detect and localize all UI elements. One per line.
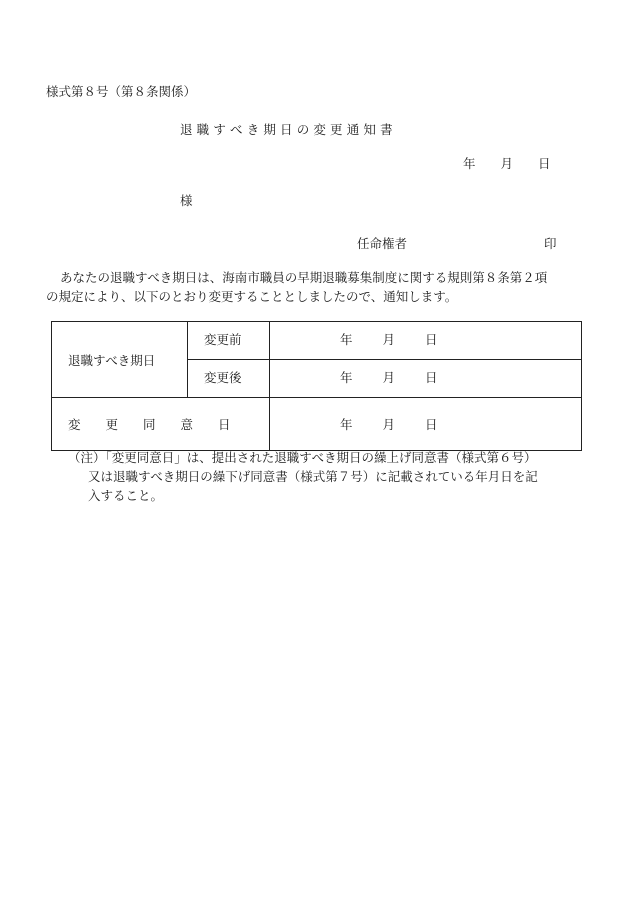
date-year: 年 (340, 332, 353, 347)
consent-date (270, 398, 582, 451)
note (68, 448, 538, 505)
note-line-2: 又は退職すべき期日の繰下げ同意書（様式第７号）に記載されている年月日を記 (88, 469, 538, 484)
body-line-2: の規定により、以下のとおり変更することとしましたので、通知します。 (46, 289, 458, 304)
retirement-date-label: 退職すべき期日 (52, 322, 188, 398)
consent-date-label: 変 更 同 意 日 (52, 398, 270, 451)
note-line-1: （注）「変更同意日」は、提出された退職すべき期日の繰上げ同意書（様式第６号） (68, 450, 537, 465)
body-line-1: あなたの退職すべき期日は、海南市職員の早期退職募集制度に関する規則第８条第２項 (60, 270, 548, 285)
date-year: 年 (340, 370, 353, 385)
document-title: 退 職 す べ き 期 日 の 変 更 通 知 書 (180, 122, 393, 137)
addressee: 様 (180, 193, 193, 208)
table-row-before (52, 322, 582, 360)
date-month: 月 (382, 370, 396, 385)
date-year: 年 (340, 417, 353, 432)
date-month: 月 (382, 417, 396, 432)
date-month: 月 (382, 332, 396, 347)
after-change-date (270, 360, 582, 398)
note-line-3: 入すること。 (88, 488, 164, 503)
issue-date: 年 月 日 (463, 156, 551, 171)
form-number: 様式第８号（第８条関係） (46, 84, 197, 99)
table-row-consent (52, 398, 582, 451)
before-change-label: 変更前 (188, 322, 270, 360)
seal-mark: 印 (544, 236, 557, 251)
appointer-label: 任命権者 (357, 236, 408, 251)
date-day: 日 (425, 417, 438, 432)
change-table (51, 321, 582, 451)
body-paragraph (46, 268, 594, 306)
date-day: 日 (425, 332, 438, 347)
before-change-date (270, 322, 582, 360)
date-day: 日 (425, 370, 438, 385)
after-change-label: 変更後 (188, 360, 270, 398)
